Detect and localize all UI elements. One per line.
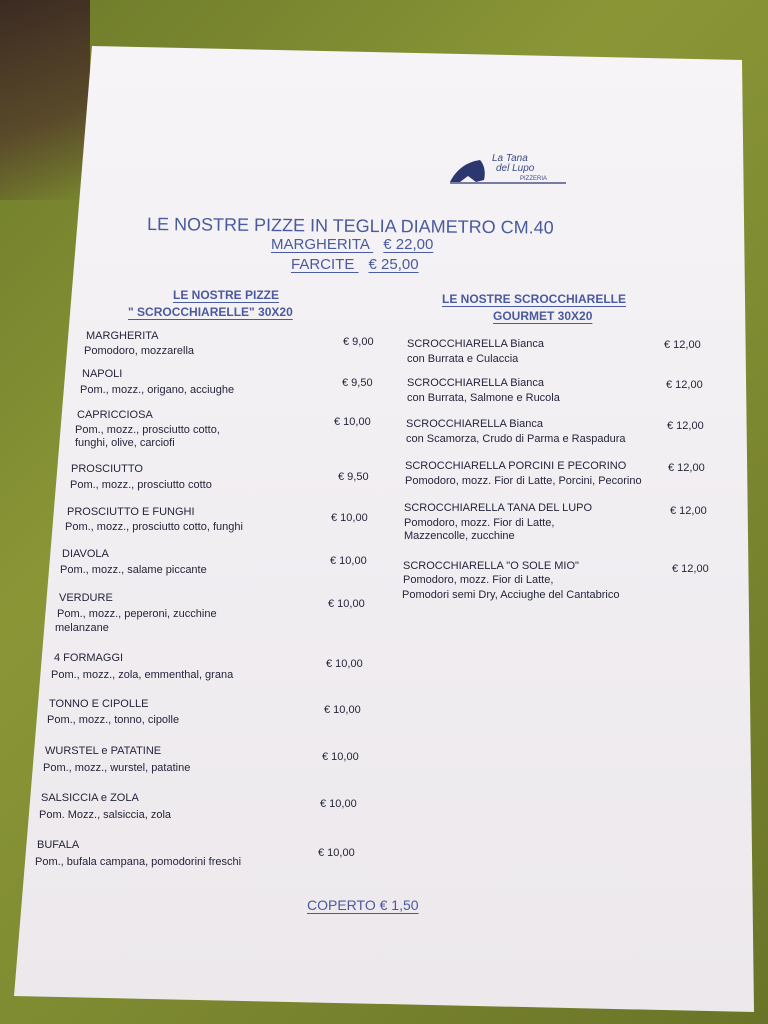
header-farcite-name: FARCITE [291, 256, 355, 273]
gourmet-price: € 12,00 [664, 339, 701, 351]
gourmet-price: € 12,00 [667, 420, 704, 432]
gourmet-name: SCROCCHIARELLA Bianca [407, 338, 544, 350]
gourmet-name: SCROCCHIARELLA "O SOLE MIO" [403, 560, 579, 572]
pizza-price: € 10,00 [322, 751, 359, 763]
pizza-name: CAPRICCIOSA [77, 409, 153, 421]
gourmet-desc: con Scamorza, Crudo di Parma e Raspadura [406, 433, 626, 445]
pizza-price: € 10,00 [318, 847, 355, 859]
logo-line2: del Lupo [496, 163, 535, 174]
pizza-price: € 10,00 [331, 512, 368, 524]
pizza-desc: Pom., mozz., origano, acciughe [80, 384, 235, 396]
pizza-name: 4 FORMAGGI [54, 652, 124, 664]
header-farcite-row [291, 256, 419, 273]
table-edge [0, 0, 90, 200]
pizza-desc: Pom., mozz., prosciutto cotto, [75, 424, 220, 436]
pizza-desc: Pom. Mozz., salsiccia, zola [39, 809, 172, 821]
gourmet-desc: Pomodoro, mozz. Fior di Latte, [404, 517, 555, 529]
gourmet-name: SCROCCHIARELLA TANA DEL LUPO [404, 502, 593, 514]
logo-line1: La Tana [492, 153, 528, 164]
pizza-name: NAPOLI [82, 368, 123, 380]
gourmet-desc: Mazzencolle, zucchine [404, 530, 515, 542]
gourmet-price: € 12,00 [668, 462, 705, 474]
pizza-desc: Pom., mozz., wurstel, patatine [43, 762, 191, 774]
pizza-desc: Pom., bufala campana, pomodorini freschi [35, 856, 242, 868]
left-heading-line2: " SCROCCHIARELLE" 30X20 [128, 305, 293, 319]
pizza-price: € 10,00 [320, 798, 357, 810]
pizza-desc: Pom., mozz., tonno, cipolle [47, 714, 180, 726]
pizza-name: DIAVOLA [62, 548, 109, 560]
logo-text [490, 154, 547, 184]
pizza-desc: Pom., mozz., peperoni, zucchine [57, 608, 217, 620]
pizza-price: € 9,50 [338, 471, 369, 483]
gourmet-price: € 12,00 [666, 379, 703, 391]
menu-title: LE NOSTRE PIZZE IN TEGLIA DIAMETRO CM.40 [146, 214, 554, 238]
pizza-price: € 10,00 [334, 416, 371, 428]
pizza-name: SALSICCIA e ZOLA [41, 792, 139, 804]
pizza-price: € 9,50 [342, 377, 373, 389]
right-heading-line2: GOURMET 30X20 [493, 309, 593, 323]
pizza-price: € 10,00 [328, 598, 365, 610]
gourmet-name: SCROCCHIARELLA Bianca [407, 377, 544, 389]
header-margherita-price: € 22,00 [383, 236, 434, 253]
pizza-price: € 10,00 [326, 658, 363, 670]
pizza-name: TONNO E CIPOLLE [49, 698, 149, 710]
gourmet-price: € 12,00 [670, 505, 707, 517]
header-margherita-name: MARGHERITA [271, 236, 370, 253]
pizza-name: PROSCIUTTO E FUNGHI [67, 506, 195, 518]
header-farcite-price: € 25,00 [368, 256, 419, 273]
gourmet-desc: con Burrata, Salmone e Rucola [407, 392, 560, 404]
pizza-desc: Pom., mozz., prosciutto cotto [70, 479, 212, 491]
gourmet-desc: con Burrata e Culaccia [407, 353, 519, 365]
gourmet-name: SCROCCHIARELLA PORCINI E PECORINO [405, 460, 627, 472]
left-heading-line1: LE NOSTRE PIZZE [173, 288, 280, 302]
pizza-price: € 9,00 [343, 336, 374, 348]
coperto-label: COPERTO € 1,50 [307, 897, 419, 913]
pizza-desc: Pom., mozz., salame piccante [60, 564, 207, 576]
pizza-name: MARGHERITA [86, 330, 159, 342]
pizza-desc: Pom., mozz., prosciutto cotto, funghi [65, 521, 243, 533]
pizza-desc: funghi, olive, carciofi [75, 437, 175, 449]
pizza-desc: Pom., mozz., zola, emmenthal, grana [51, 669, 234, 681]
right-heading-line1: LE NOSTRE SCROCCHIARELLE [442, 292, 627, 306]
pizza-name: VERDURE [59, 592, 113, 604]
pizza-price: € 10,00 [330, 555, 367, 567]
gourmet-price: € 12,00 [672, 563, 709, 575]
pizza-price: € 10,00 [324, 704, 361, 716]
header-margherita-row [271, 236, 433, 253]
pizza-name: PROSCIUTTO [71, 463, 143, 475]
pizza-desc: melanzane [55, 622, 109, 634]
gourmet-name: SCROCCHIARELLA Bianca [406, 418, 543, 430]
pizza-name: WURSTEL e PATATINE [45, 745, 162, 757]
pizza-desc: Pomodoro, mozzarella [84, 345, 195, 357]
gourmet-desc: Pomodoro, mozz. Fior di Latte, Porcini, Pecorino [405, 475, 642, 487]
logo-line3: PIZZERIA [520, 176, 548, 182]
gourmet-desc: Pomodori semi Dry, Acciughe del Cantabrico [402, 589, 620, 601]
pizza-name: BUFALA [37, 839, 80, 851]
gourmet-desc: Pomodoro, mozz. Fior di Latte, [403, 574, 554, 586]
